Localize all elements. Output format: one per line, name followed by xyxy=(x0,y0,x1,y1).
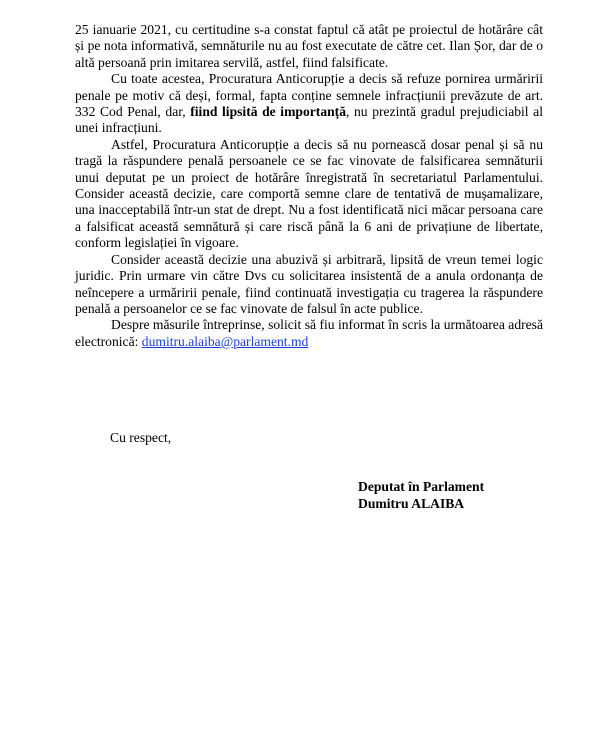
paragraph-text: Despre măsurile întreprinse, solicit să fiu informat în scris la următoarea adresă electronică: xyxy=(75,317,543,349)
paragraph-decision: Astfel, Procuratura Anticorupție a decis să nu pornească dosar penal și să nu tragă la răspundere penală persoanele ce se fac vinovate de falsificarea semnăturii unui deputat pe un proiect de hotărâre înregistrată în secretariatul Parlamentului. Consider această decizie, care comportă semne clare de tentativă de mușamalizare, una inacceptabilă într-un stat de drept. Nu a fost identificată nici măcar persoana care a falsificat această semnătură și care riscă până la 6 ani de privațiune de libertate, conform legislației în vigoare. xyxy=(75,136,543,251)
paragraph-text: Cu toate acestea, Procuratura Anticorupție a decis să refuze pornirea urmăririi penale pe motiv că deși, formal, fapta conține semnele infracțiunii prevăzute de art. 332 Cod Penal, dar, xyxy=(75,71,543,120)
signature-title: Deputat în Parlament xyxy=(358,479,485,494)
email-link[interactable]: dumitru.alaiba@parlament.md xyxy=(141,333,309,349)
paragraph-procuratura-refusal xyxy=(75,71,543,137)
signature-name: Dumitru ALAIBA xyxy=(358,496,465,511)
paragraph-contact-request xyxy=(75,317,543,350)
closing-salutation: Cu respect, xyxy=(110,430,172,445)
signature-block xyxy=(358,478,484,512)
paragraph-text: , nu prezintă gradul prejudiciabil al unei infracțiuni. xyxy=(75,104,543,136)
letter-body xyxy=(75,22,543,350)
bold-emphasis: fiind lipsită de importanță xyxy=(190,104,347,120)
paragraph-date-statement: 25 ianuarie 2021, cu certitudine s-a constat faptul că atât pe proiectul de hotărâre cât și pe nota informativă, semnăturile nu au fost executate de către cet. Ilan Șor, dar de o altă persoană prin imitarea servilă, astfel, fiind falsificate. xyxy=(75,22,543,70)
paragraph-abusive-decision: Consider această decizie una abuzivă și arbitrară, lipsită de vreun temei logic juridic. Prin urmare vin către Dvs cu solicitarea insistentă de a anula ordonanța de neîncepere a urmăririi penale, fiind continuată investigația cu tragerea la răspundere penală a persoanelor ce se fac vinovate de falsul în acte publice. xyxy=(75,251,543,316)
